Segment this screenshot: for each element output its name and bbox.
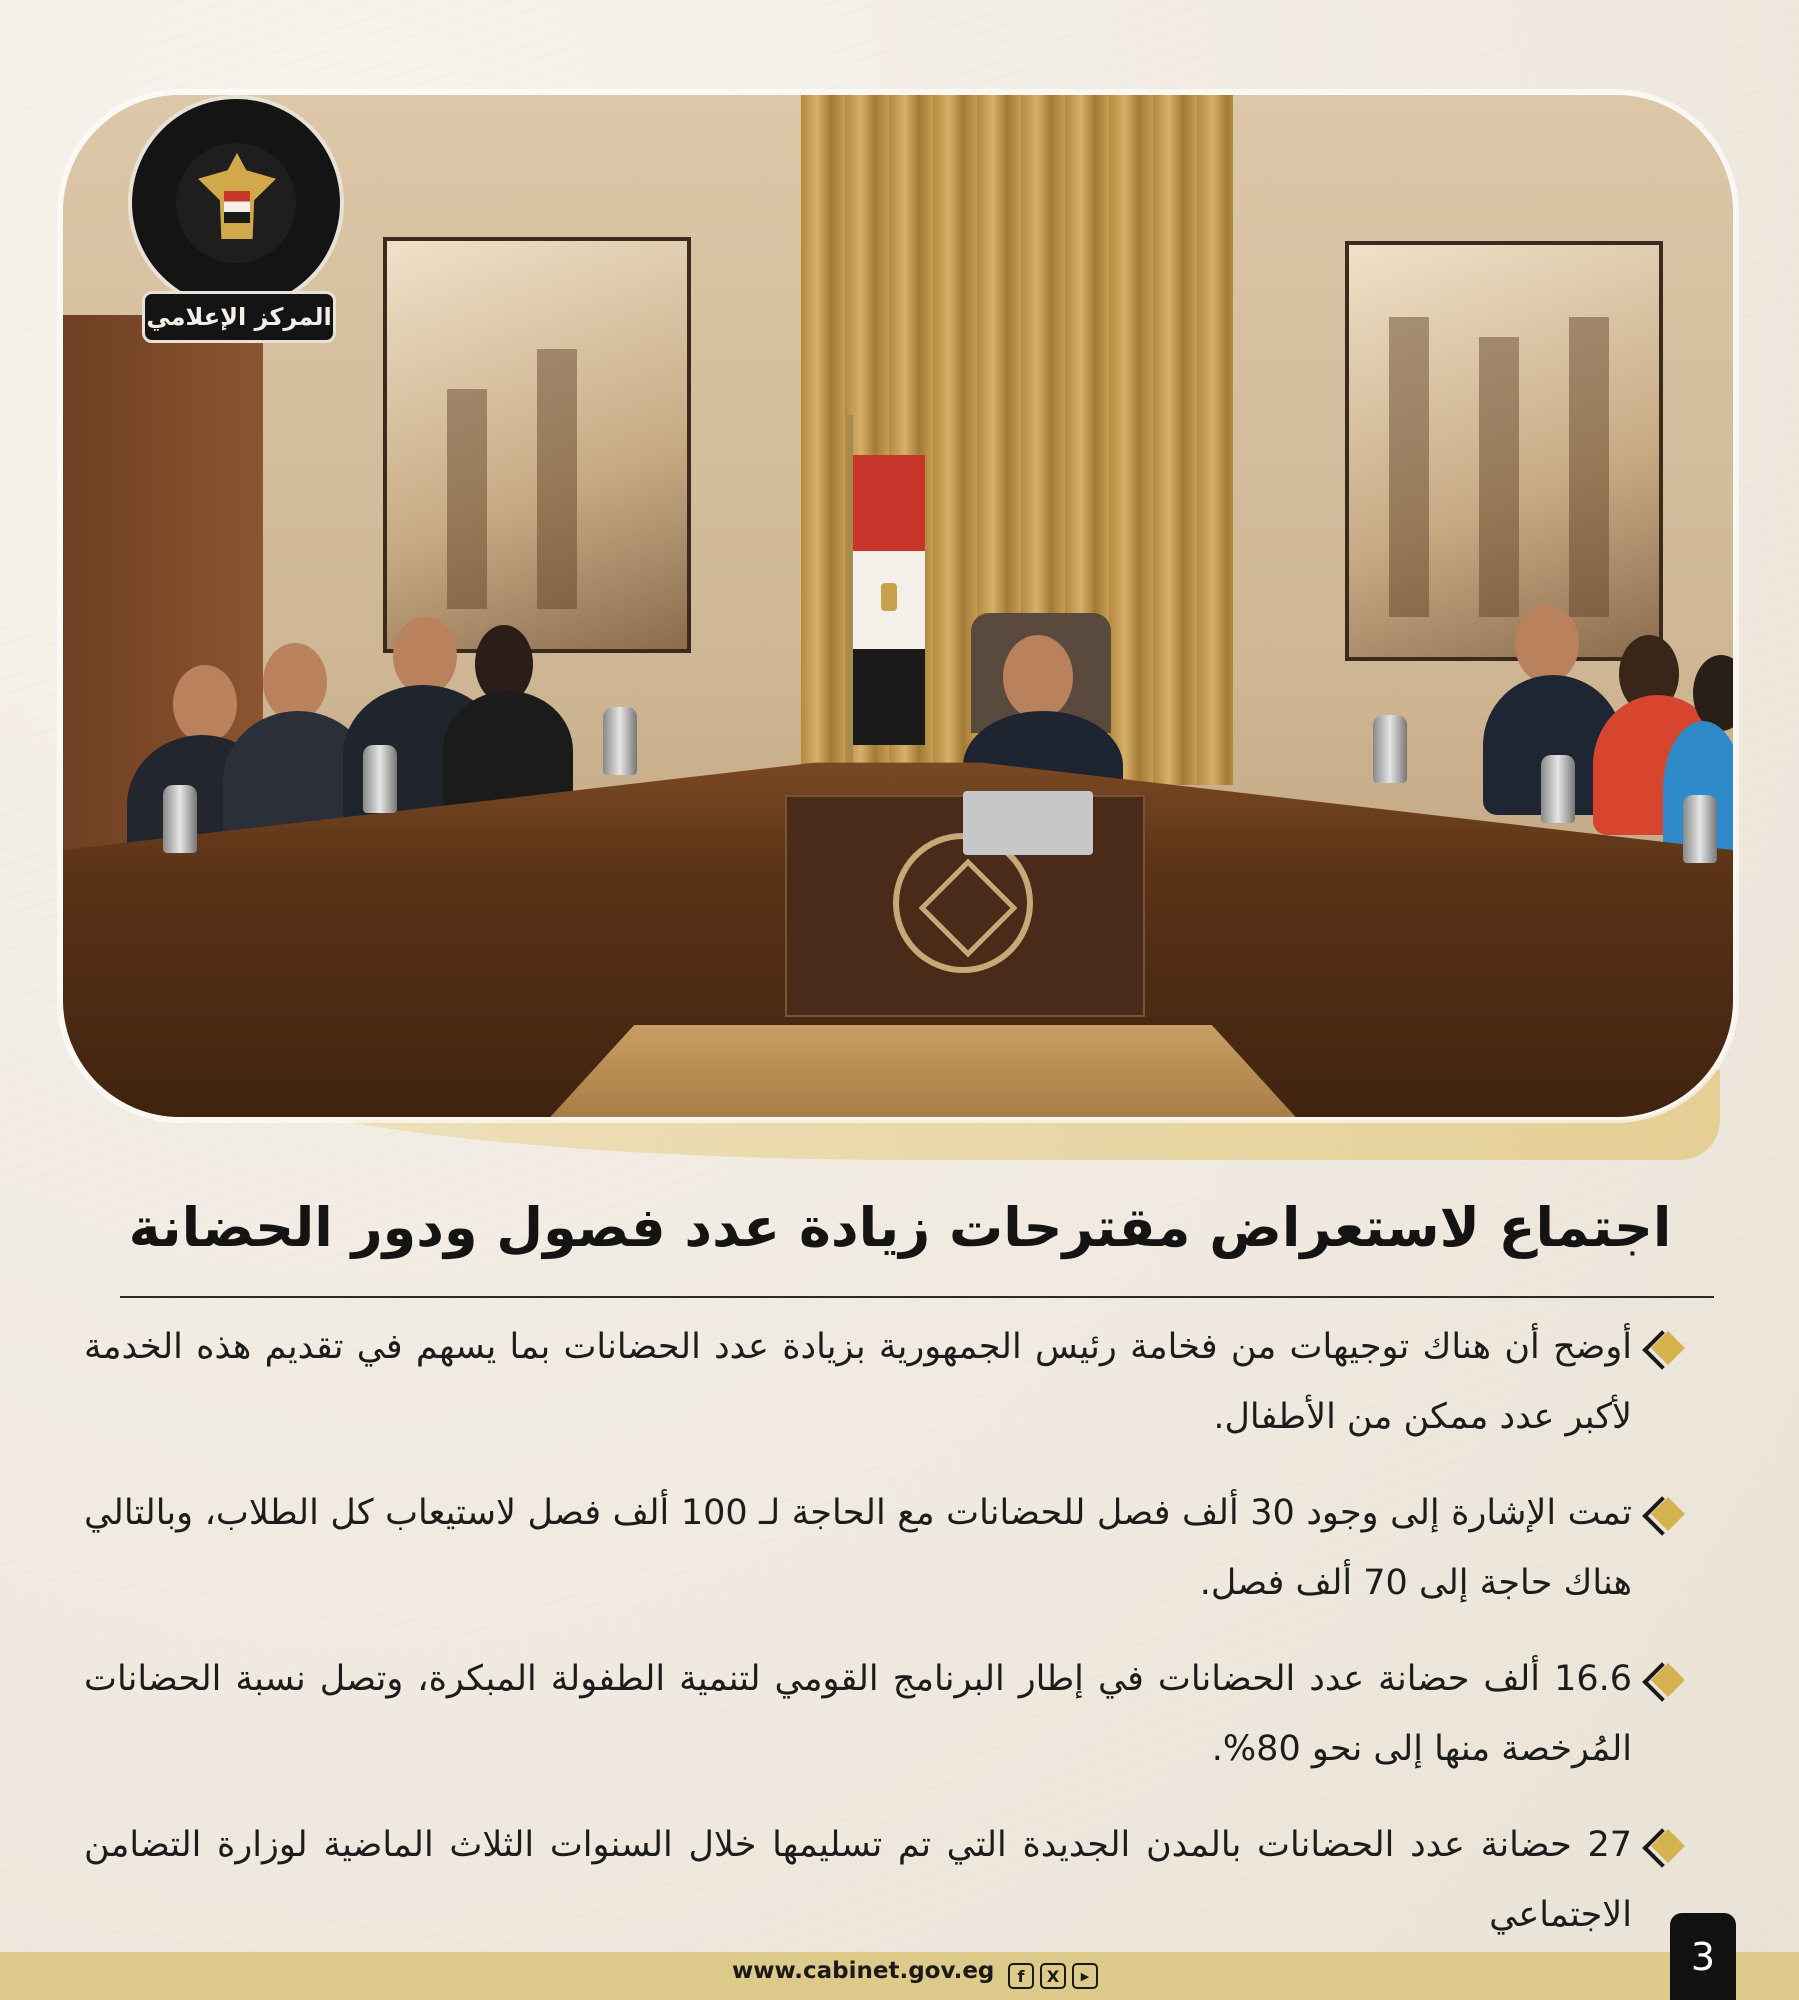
title-divider bbox=[120, 1296, 1714, 1298]
photo-painting-left bbox=[383, 237, 691, 653]
website-link[interactable]: www.cabinet.gov.eg bbox=[732, 1958, 995, 1984]
list-item bbox=[84, 1644, 1704, 1784]
photo-person-head bbox=[393, 617, 457, 695]
egypt-flag bbox=[853, 455, 925, 745]
x-icon[interactable]: X bbox=[1040, 1963, 1066, 1989]
photo-thermos bbox=[1373, 715, 1407, 783]
photo-laptop bbox=[963, 791, 1093, 855]
page-number: 3 bbox=[1670, 1913, 1736, 2000]
bullet-diamond-icon bbox=[1654, 1334, 1684, 1364]
page-title: اجتماع لاستعراض مقترحات زيادة عدد فصول ودور الحضانة bbox=[128, 1196, 1672, 1259]
photo-thermos bbox=[1541, 755, 1575, 823]
bullet-text: تمت الإشارة إلى وجود 30 ألف فصل للحضانات مع الحاجة لـ 100 ألف فصل لاستيعاب كل الطلاب، وبالتالي هناك حاجة إلى 70 ألف فصل. bbox=[84, 1493, 1632, 1603]
list-item bbox=[84, 1478, 1704, 1618]
bullet-diamond-icon bbox=[1654, 1832, 1684, 1862]
photo-person-head bbox=[173, 665, 237, 743]
photo-thermos bbox=[363, 745, 397, 813]
bullet-text: أوضح أن هناك توجيهات من فخامة رئيس الجمهورية بزيادة عدد الحضانات بما يسهم في تقديم هذه الخدمة لأكبر عدد ممكن من الأطفال. bbox=[84, 1327, 1632, 1437]
photo-person-head bbox=[1003, 635, 1073, 719]
bullet-text: 16.6 ألف حضانة عدد الحضانات في إطار البرنامج القومي لتنمية الطفولة المبكرة، وتصل نسبة الحضانات المُرخصة منها إلى نحو 80%. bbox=[84, 1659, 1632, 1769]
youtube-icon[interactable]: ▶ bbox=[1072, 1963, 1098, 1989]
seal-ribbon: المركز الإعلامي bbox=[142, 291, 336, 343]
photo-painting-right bbox=[1345, 241, 1663, 661]
flag-shield-icon bbox=[224, 191, 250, 223]
bullet-diamond-icon bbox=[1654, 1500, 1684, 1530]
photo-thermos bbox=[163, 785, 197, 853]
bullet-text: 27 حضانة عدد الحضانات بالمدن الجديدة التي تم تسليمها خلال السنوات الثلاث الماضية لوزارة التضامن الاجتماعي bbox=[84, 1825, 1632, 1935]
bullet-diamond-icon bbox=[1654, 1666, 1684, 1696]
list-item bbox=[84, 1312, 1704, 1452]
photo-floor bbox=[543, 1025, 1303, 1120]
list-item bbox=[84, 1810, 1704, 1950]
photo-thermos bbox=[1683, 795, 1717, 863]
photo-person-head bbox=[1515, 605, 1579, 683]
facebook-icon[interactable]: f bbox=[1008, 1963, 1034, 1989]
bullet-list bbox=[84, 1312, 1704, 1976]
cabinet-media-center-seal bbox=[128, 95, 344, 345]
photo-thermos bbox=[603, 707, 637, 775]
photo-person-head bbox=[263, 643, 327, 721]
